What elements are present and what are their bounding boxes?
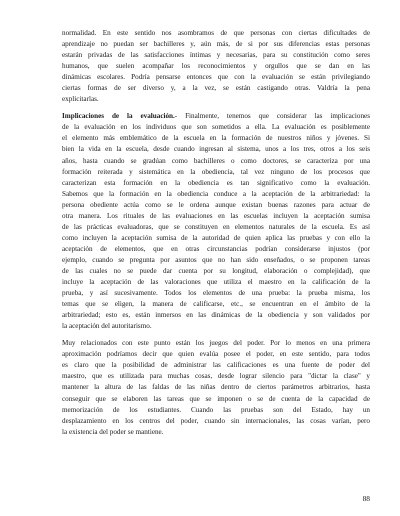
text-line: explicitarlas. (62, 95, 99, 104)
paragraph-normalidad (62, 28, 370, 105)
text-line: normalidad. En este sentido nos asombramos de que personas con ciertas dificultades de (62, 29, 370, 37)
text-line: ejemplo, cuando se pregunta por asuntos que no han sido enseñados, o se proponen tareas (62, 255, 370, 264)
text-line: caracterizan esta formación en la obediencia es tan significativo como la evaluación. (62, 178, 370, 187)
text-line: aproximación podríamos decir que quien evalúa posee el poder, en este sentido, para todos (62, 350, 370, 359)
text-line: maestro, que es utilizada para muchas cosas, desde lograr silencio para "dictar la clase" y (62, 372, 370, 381)
text-line: prueba, y así sucesivamente. Todos los elementos de una prueba: la prueba misma, los (62, 289, 370, 298)
text-line: Sabemos que la formación en la obediencia conduce a la aceptación de la arbitrariedad: la (62, 189, 370, 198)
text-line: de las cuales no se puede dar cuenta por su longitud, elaboración o complejidad), que (62, 266, 370, 275)
text-line: incluye la aceptación de las valoraciones que utiliza el maestro en la calificación de la (62, 278, 370, 287)
text-line: Muy relacionados con este punto están los juegos del poder. Por lo menos en una primera (62, 339, 370, 348)
text-line: es claro que la posibilidad de administrar las calificaciones es una fuente de poder del (62, 361, 370, 370)
text-line: conseguir que se elaboren las tareas que se imponen o se de cuenta de la capacidad de (62, 394, 370, 403)
text-line: la existencia del poder se mantiene. (62, 427, 164, 436)
text-line: años, hasta cuando se gradúan como bachilleres o como doctores, se caracteriza por una (62, 156, 370, 165)
text-line: desplazamiento en los centros del poder, cuando sin internacionales, las cosas varían, pero (62, 416, 370, 425)
paragraph-juegos-del-poder (62, 338, 370, 437)
text-line: estarán privadas de las satisfacciones íntimas y necesarias, para su constitución como seres (62, 51, 370, 60)
text-line: el elemento más emblemático de la escuela en la formación de nuestros niños y jóvenes. Si (62, 134, 370, 143)
text-line: memorización de los estudiantes. Cuando las pruebas son del Estado, hay un (62, 405, 370, 414)
text-line: de la evaluación en los individuos que son sometidos a ella. La evaluación es posiblemente (62, 123, 370, 132)
text-line: formación reiterada y sistemática en la obediencia, tal vez ninguno de los procesos que (62, 167, 370, 176)
text-line: otra manera. Los rituales de las evaluaciones en las escuelas incluyen la aceptación sumisa (62, 211, 370, 220)
text-line: ciertas formas de ser diverso y, a la vez, se están castigando otras. Valdría la pena (62, 84, 370, 93)
text-line: humanos, que suelen acompañar los reconocimientos y orgullos que se dan en las (62, 62, 370, 71)
text-line: temas que se eligen, la manera de calificarse, etc., se encuentran en el ámbito de la (62, 300, 370, 309)
text-line: de las prácticas evaluadoras, que se constituyen en elementos naturales de la escuela. Es así (62, 222, 370, 231)
section-heading: Implicaciones de la evaluación. (62, 112, 175, 121)
text-line: la aceptación del autoritarismo. (62, 322, 152, 331)
text-line: aprendizaje no puedan ser bachilleres y, aún más, de si por sus diferencias estas personas (62, 40, 370, 49)
text-line: como incluyen la aceptación sumisa de la autoridad de quien aplica las pruebas y con ello la (62, 233, 370, 242)
paragraph-implicaciones (62, 111, 370, 332)
text-line: arbitrariedad; esto es, están inmersos en las dinámicas de la obediencia y son validados por (62, 311, 370, 320)
text-line: dinámicas escolares. Podría pensarse entonces que con la evaluación se están privilegiando (62, 73, 370, 82)
text-line: aceptación de elementos, que en otras circunstancias podrían considerarse injustos (por (62, 244, 370, 253)
text-line: bien la vida en la escuela, desde cuando ingresan al sistema, unos a los tres, otros a los seis (62, 145, 370, 154)
text-line-first (62, 111, 370, 122)
text-line: mantener la altura de las faldas de las niñas dentro de ciertos parámetros arbitrarios, hasta (62, 383, 370, 392)
text-line: persona obediente actúa como se le ordena aunque existan buenas razones para actuar de (62, 200, 370, 209)
page-number: 88 (362, 494, 370, 503)
text-line-rest: - Finalmente, tenemos que considerar las implicaciones (174, 112, 370, 121)
